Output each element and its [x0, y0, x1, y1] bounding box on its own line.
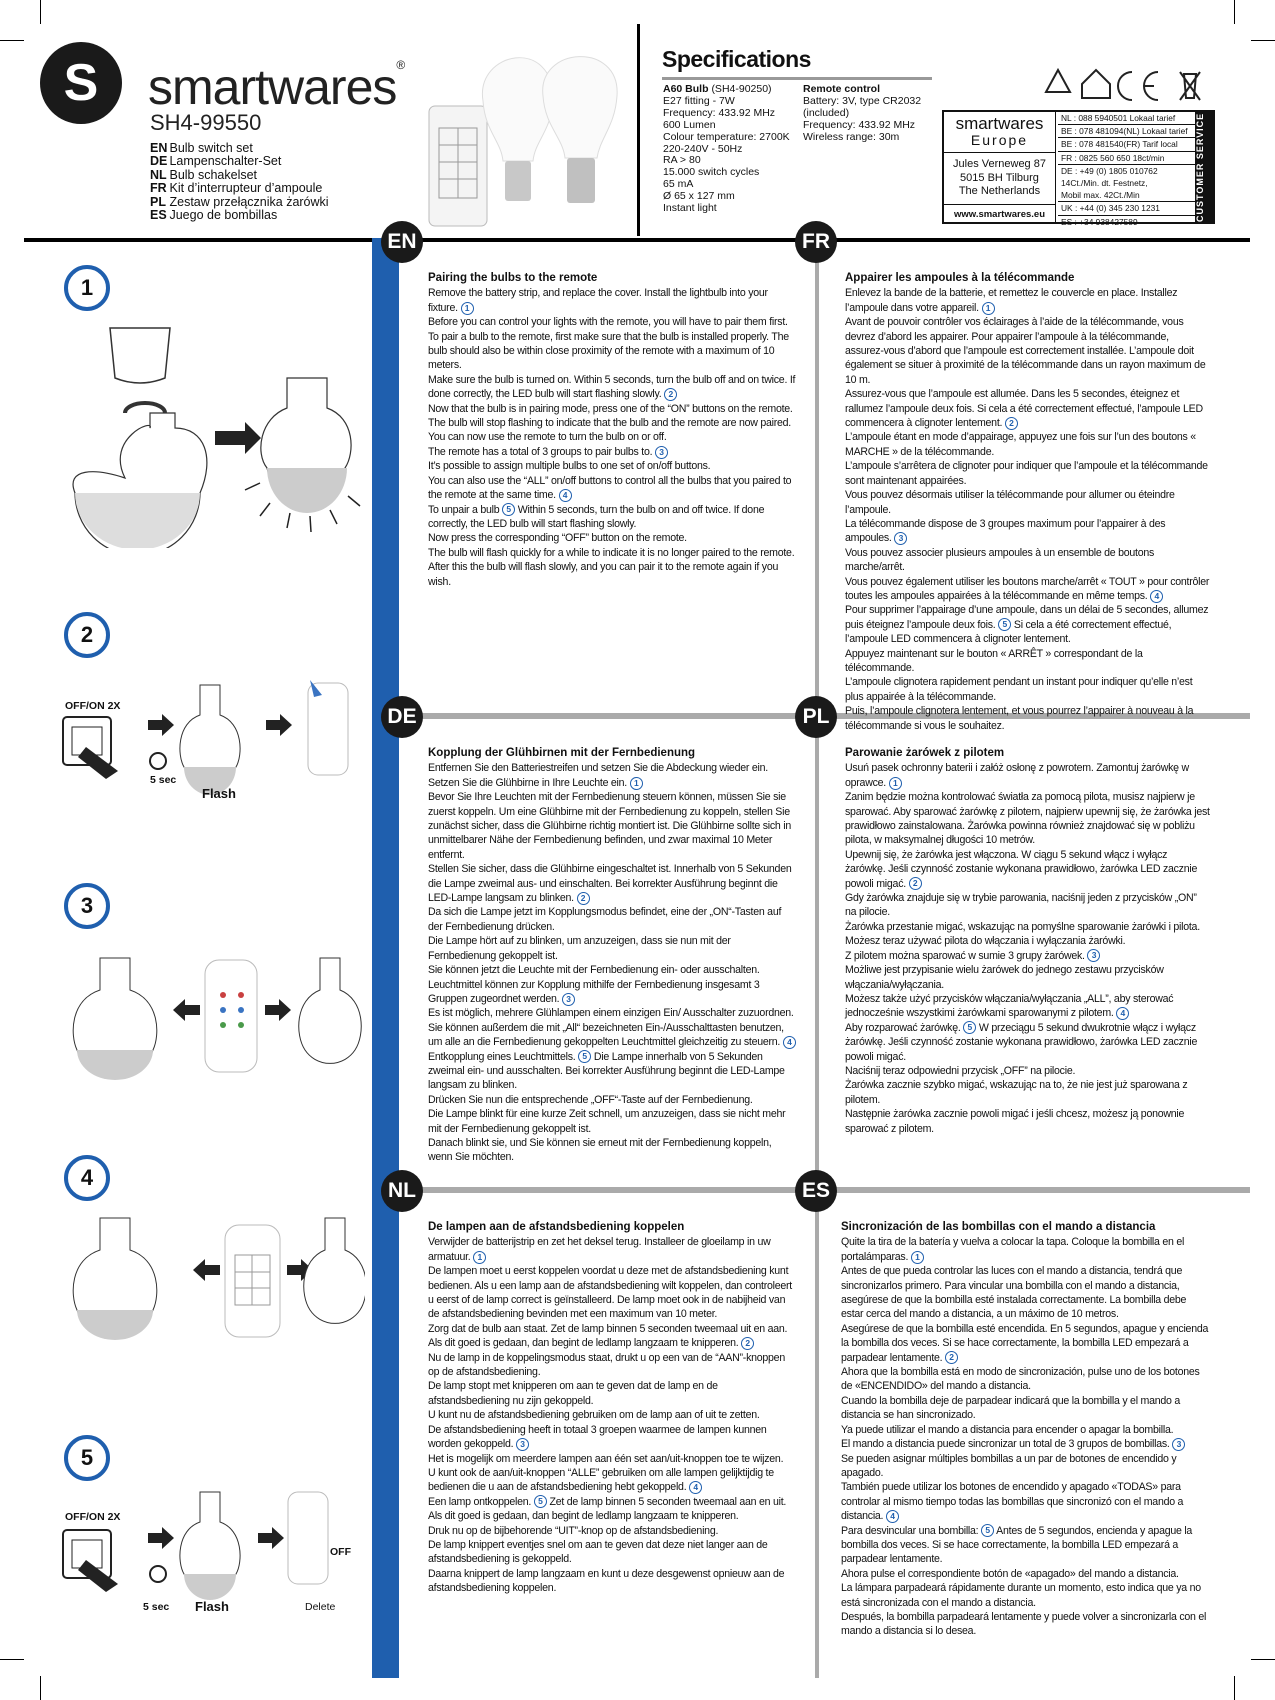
section-paragraph: Stellen Sie sicher, dass die Glühbirne eingeschaltet ist. Innerhalb von 5 Sekunden die Lampe zweimal aus- und einschalten. Bei korrekter Ausführung beginnt die LED-Lampe langsam zu blinken. 2 — [428, 863, 792, 905]
cs-phone-line: ES : +34 938427589 — [1061, 216, 1138, 227]
section-paragraph: Danach blinkt sie, und Sie können sie erneut mit der Fernbedienung koppeln, wenn Sie möchten. — [428, 1136, 772, 1164]
section-paragraph: Asegúrese de que la bombilla esté encendida. En 5 segundos, apague y encienda la bombilla dos veces. Si se hace correctamente, la bombilla LED empezará a parpadear lentamente. 2 — [841, 1322, 1209, 1364]
section-title: Sincronización de las bombillas con el mando a distancia — [841, 1221, 1156, 1233]
flash-label: Flash — [195, 1599, 229, 1614]
indoor-use-icon — [1082, 70, 1110, 98]
cs-company — [944, 112, 1056, 222]
brand-text: smartwares — [148, 59, 397, 115]
step-ref-icon: 5 — [998, 618, 1011, 631]
section-paragraph: Quite la tira de la batería y vuelva a colocar la tapa. Coloque la bombilla en el portalámparas. 1 — [841, 1236, 1185, 1263]
section-paragraph: Entkopplung eines Leuchtmittels. 5 Die Lampe innerhalb von 5 Sekunden zweimal ein- und ausschalten. Bei korrekter Ausführung beginnt die LED-Lampe langsam zu blinken. — [428, 1050, 785, 1092]
section-paragraph: Vous pouvez également utiliser les boutons marche/arrêt « TOUT » pour contrôler toutes les ampoules appairées à la télécommande en même temps. 4 — [845, 575, 1210, 602]
arrow-right-icon — [265, 999, 291, 1021]
rotate-arrow-icon — [125, 403, 165, 413]
section-paragraph: Żarówka zacznie szybko migać, wskazując na to, że nie jest już sparowana z pilotem. — [845, 1079, 1188, 1106]
crop-mark — [1234, 1676, 1235, 1700]
spec-line: 15.000 switch cycles — [663, 166, 760, 179]
step-ref-icon: 1 — [461, 302, 474, 315]
step-ref-icon: 2 — [664, 388, 677, 401]
section-paragraph: Ahora que la bombilla está en modo de sincronización, pulse uno de los botones de «ENCENDIDO» del mando a distancia. — [841, 1366, 1200, 1393]
cs-address-line: 5015 BH Tilburg — [960, 171, 1039, 184]
language-item: PL Zestaw przełącznika żarówki — [150, 194, 329, 209]
section-paragraph: Możliwe jest przypisanie wielu żarówek do jednego zestawu przycisków włączania/wyłączania. — [845, 964, 1164, 991]
step-ref-icon: 1 — [630, 777, 643, 790]
model-number: SH4-99550 — [150, 110, 262, 135]
arrow-right-icon — [148, 714, 174, 736]
section-paragraph: Daarna knippert de lamp langzaam en kunt u deze desgewenst opnieuw aan de afstandsbediening koppelen. — [428, 1567, 785, 1595]
section-paragraph: De lamp knippert eventjes snel om aan te geven dat deze niet langer aan de afstandsbediening is gekoppeld. — [428, 1538, 768, 1566]
section-paragraph: L’ampoule étant en mode d’appairage, appuyez une fois sur l’un des boutons « MARCHE » de la télécommande. — [845, 431, 1196, 458]
language-item: EN Bulb switch set — [150, 141, 253, 155]
section-paragraph: Ya puede utilizar el mando a distancia para encender o apagar la bombilla. — [841, 1423, 1174, 1436]
section-pl — [845, 746, 1210, 1136]
lang-badge-es: ES — [795, 1170, 837, 1212]
cs-address-line: Jules Verneweg 87 — [953, 158, 1046, 170]
section-paragraph: El mando a distancia puede sincronizar un total de 3 grupos de bombillas. 3 — [841, 1437, 1211, 1451]
section-body — [428, 761, 798, 1164]
section-paragraph: Możesz teraz używać pilota do włączania i wyłączania żarówki. — [845, 935, 1126, 948]
customer-service-box — [942, 110, 1215, 227]
remote-specs — [803, 84, 928, 144]
cs-phone-line: DE : +49 (0) 1805 010762 — [1061, 165, 1158, 176]
section-paragraph: Assurez-vous que l’ampoule est allumée. Dans les 5 secondes, éteignez et rallumez l’ampoule deux fois. Si cela a été correctement effectué, l’ampoule LED commencera à clignoter lentement. 2 — [845, 388, 1203, 430]
cs-brand: smartwares — [955, 114, 1044, 133]
cs-phone-line: UK : +44 (0) 345 230 1231 — [1058, 202, 1196, 215]
step-ref-icon: 5 — [981, 1524, 994, 1537]
section-paragraph: Now press the corresponding “OFF” button on the remote. — [428, 532, 687, 545]
section-paragraph: Cuando la bombilla deje de parpadear indicará que la bombilla y el mando a distancia se han sincronizado. — [841, 1394, 1180, 1422]
section-paragraph: Appuyez maintenant sur le bouton « ARRÊT » correspondant de la télécommande. — [845, 647, 1143, 674]
section-paragraph: Make sure the bulb is turned on. Within 5 seconds, turn the bulb off and on twice. If done correctly, the LED bulb will start flashing slowly. 2 — [428, 373, 796, 401]
language-item: DE Lampenschalter-Set — [150, 154, 282, 169]
section-paragraph: Drücken Sie nun die entsprechende „OFF“-Taste auf der Fernbedienung. — [428, 1093, 753, 1106]
step-ref-icon: 3 — [516, 1438, 529, 1451]
section-paragraph: Usuń pasek ochronny baterii i załóż osłonę z powrotem. Zamontuj żarówkę w oprawce. 1 — [845, 762, 1189, 789]
language-list — [150, 142, 329, 222]
section-paragraph: La lámpara parpadeará rápidamente durante un momento, esto indica que ya no está sincronizada con el mando a distancia. — [841, 1582, 1201, 1609]
section-paragraph: Możesz także użyć przycisków włączania/wyłączania „ALL”, aby sterować jednocześnie wszystkimi żarówkami sparowanymi z pilotem. 4 — [845, 992, 1174, 1020]
section-title: Pairing the bulbs to the remote — [428, 272, 598, 284]
bulb-illustration — [482, 58, 553, 161]
spec-line: E27 fitting - 7W — [663, 94, 735, 107]
section-paragraph: Después, la bombilla parpadeará lentamente y puede volver a sincronizarla con el mando a distancia si lo desea. — [841, 1610, 1207, 1638]
step-ref-icon: 3 — [1172, 1438, 1185, 1451]
step-ref-icon: 5 — [963, 1021, 976, 1034]
section-paragraph: Verwijder de batterijstrip en zet het deksel terug. Installeer de gloeilamp in uw armatuur. 1 — [428, 1236, 771, 1263]
section-title: Appairer les ampoules à la télécommande — [845, 272, 1075, 284]
section-paragraph: Ahora pulse el correspondiente botón de «apagado» del mando a distancia. — [841, 1567, 1179, 1580]
section-paragraph: U kunt nu de afstandsbediening gebruiken om de lamp aan of uit te zetten. — [428, 1409, 760, 1422]
spec-line: Ø 65 x 127 mm — [663, 190, 735, 203]
section-paragraph: Vous pouvez désormais utiliser la télécommande pour allumer ou éteindre l’ampoule. — [845, 489, 1175, 516]
step-ref-icon: 5 — [534, 1495, 547, 1508]
section-paragraph: Sie können jetzt die Leuchte mit der Fernbedienung ein- oder ausschalten. — [428, 964, 760, 977]
weee-bin-icon — [1180, 72, 1200, 100]
crop-mark — [0, 1659, 24, 1660]
step-3-number: 3 — [64, 883, 110, 929]
section-paragraph: Leuchtmittel können zur Kopplung mithilfe der Fernbedienung insgesamt 3 Gruppen zugeordnet werden. 3 — [428, 978, 760, 1005]
bulb-illustration — [543, 57, 617, 158]
section-paragraph: Now that the bulb is in pairing mode, press one of the “ON” buttons on the remote. — [428, 402, 793, 415]
section-paragraph: De lampen moet u eerst koppelen voordat u deze met de afstandsbediening kunt bedienen. Als u een lamp aan de afstandsbediening wilt koppelen, dan controleert u eerst of de lamp correct is geïnstalleerd. De lamp moet ook in de nabijheid van de afstandsbediening bevinden met een maximum van 10 meter. — [428, 1265, 793, 1321]
section-paragraph: The bulb will stop flashing to indicate that the bulb and the remote are now paired. — [428, 417, 791, 430]
seconds-label: 5 sec — [150, 774, 177, 786]
logo-letter: S — [63, 54, 99, 112]
section-body — [845, 286, 1210, 733]
step-ref-icon: 4 — [689, 1481, 702, 1494]
step-3-illustration — [55, 950, 365, 1080]
step-ref-icon: 1 — [982, 302, 995, 315]
arrow-left-icon — [193, 1259, 220, 1281]
spec-line: Battery: 3V, type CR2032 — [803, 94, 922, 107]
section-body — [428, 286, 798, 589]
brand-name — [148, 58, 404, 116]
cs-vertical-label: CUSTOMER SERVICE — [1195, 112, 1213, 222]
cs-address-line: The Netherlands — [958, 185, 1041, 197]
section-paragraph: L’ampoule s’arrêtera de clignoter pour indiquer que l’ampoule et la télécommande sont maintenant appairées. — [845, 460, 1208, 487]
section-fr — [845, 271, 1210, 733]
step-4-number: 4 — [64, 1155, 110, 1201]
section-paragraph: Die Lampe hört auf zu blinken, um anzuzeigen, dass sie nun mit der Fernbedienung gekoppelt ist. — [428, 935, 731, 962]
step-ref-icon: 1 — [473, 1251, 486, 1264]
section-paragraph: Zorg dat de bulb aan staat. Zet de lamp binnen 5 seconden tweemaal uit en aan. Als dit goed is gedaan, dan begint de ledlamp langzaam te knipperen. 2 — [428, 1322, 788, 1350]
section-paragraph: Para desvincular una bombilla: 5 Antes de 5 segundos, encienda y apague la bombilla dos veces. Si se hace correctamente, la bombilla LED empezará a parpadear lentamente. — [841, 1524, 1193, 1566]
bulb-icon — [304, 1218, 365, 1323]
section-body — [428, 1235, 798, 1595]
spec-line: 65 mA — [663, 178, 694, 191]
section-paragraph: También puede utilizar los botones de encendido y apagado «TODAS» para controlar al mismo tiempo todas las bombillas que sincronizó con el mando a distancia. 4 — [841, 1481, 1184, 1523]
section-paragraph: Druk nu op de bijbehorende “UIT”-knop op de afstandsbediening. — [428, 1524, 719, 1537]
step-ref-icon: 4 — [1150, 590, 1163, 603]
step-ref-icon: 3 — [655, 446, 668, 459]
cs-phone-line: BE : 078 481540(FR) Tarif local — [1058, 138, 1196, 151]
arrow-right-icon — [148, 1527, 174, 1549]
section-paragraph: Da sich die Lampe jetzt im Kopplungsmodus befindet, eine der „ON“-Tasten auf der Fernbedienung drücken. — [428, 906, 782, 933]
section-divider — [399, 713, 815, 719]
section-body — [845, 761, 1210, 1136]
timer-icon — [150, 753, 166, 769]
section-paragraph: Es ist möglich, mehrere Glühlampen einem einzigen Ein/ Ausschalter zuzuordnen. — [428, 1007, 794, 1020]
section-en — [428, 271, 798, 589]
step-ref-icon: 2 — [577, 892, 590, 905]
section-paragraph: Upewnij się, że żarówka jest włączona. W ciągu 5 sekund włącz i wyłącz żarówkę. Jeśli czynność zostanie wykonana prawidłowo, żarówka LED zacznie powoli migać. 2 — [845, 848, 1198, 890]
section-paragraph: Puis, l’ampoule clignotera lentement, et vous pourrez l’appairer à nouveau à la télécommande si vous le souhaitez. — [845, 705, 1194, 732]
section-paragraph: Een lamp ontkoppelen. 5 Zet de lamp binnen 5 seconden tweemaal aan en uit. Als dit goed is gedaan, dan begint de ledlamp langzaam te knipperen. — [428, 1495, 787, 1523]
step-ref-icon: 2 — [945, 1351, 958, 1364]
section-paragraph: Zanim będzie można kontrolować światła za pomocą pilota, musisz najpierw je sparować. Aby sparować żarówkę z pilotem, najpierw upewnij się, że żarówka jest prawidłowo zainstalowana. Żarówka powinna również znajdować się w pobliżu pilota, w maksymalnej długości 10 metrów. — [845, 791, 1210, 847]
lang-badge-en: EN — [381, 221, 423, 263]
spec-line: Frequency: 433.92 MHz — [803, 118, 916, 131]
section-paragraph: Żarówka przestanie migać, wskazując na pomyślne sparowanie żarówki i pilota. — [845, 920, 1200, 933]
step-ref-icon: 1 — [911, 1251, 924, 1264]
section-paragraph: Gdy żarówka znajduje się w trybie parowania, naciśnij jeden z przycisków „ON” na pilocie. — [845, 892, 1197, 919]
specs-rule — [662, 77, 932, 80]
section-paragraph: Before you can control your lights with the remote, you will have to pair them first. To pair a bulb to the remote, first make sure that the bulb is installed properly. The bulb should also be within close proximity of the remote with a maximum of 10 meters. — [428, 316, 789, 372]
section-title: Kopplung der Glühbirnen mit der Fernbedienung — [428, 747, 696, 759]
flash-label: Flash — [202, 786, 236, 801]
step-ref-icon: 3 — [562, 993, 575, 1006]
step-5-illustration — [58, 1488, 358, 1608]
crop-mark — [1251, 1659, 1275, 1660]
specs-title: Specifications — [662, 46, 811, 72]
section-paragraph: Aby rozparować żarówkę. 5 W przeciągu 5 sekund dwukrotnie włącz i wyłącz żarówkę. Jeśli czynność zostanie wykonana prawidłowo, żarówka LED zacznie powoli migać. — [845, 1021, 1198, 1063]
bulb-specs — [663, 84, 793, 215]
delete-label: Delete — [305, 1601, 336, 1613]
lang-badge-pl: PL — [795, 696, 837, 738]
warning-icon — [1046, 70, 1070, 92]
remote-icon — [288, 1492, 328, 1584]
language-item: NL Bulb schakelset — [150, 167, 258, 182]
section-paragraph: Enlevez la bande de la batterie, et remettez le couvercle en place. Installez l’ampoule dans votre appareil. 1 — [845, 287, 1178, 314]
language-item: ES Juego de bombillas — [150, 208, 278, 223]
arrow-right-icon — [266, 714, 292, 736]
section-paragraph: Bevor Sie Ihre Leuchten mit der Fernbedienung steuern können, müssen Sie sie zuerst koppeln. Um eine Glühbirne mit der Fernbedienung zu koppeln, stellen Sie zunächst sicher, dass die Glühbirne richtig montiert ist. Die Glühbirne sollte sich in unmittelbarer Nähe der Fernbedienung befinden, und zwar maximal 10 Meter entfernt. — [428, 791, 791, 861]
cs-website[interactable]: www.smartwares.eu — [954, 208, 1045, 220]
section-paragraph: Het is mogelijk om meerdere lampen aan één set aan/uit-knoppen toe te wijzen. — [428, 1452, 784, 1465]
step-5-number: 5 — [64, 1435, 110, 1481]
cs-address — [944, 152, 1055, 205]
section-paragraph: La télécommande dispose de 3 groupes maximum pour l’appairer à des ampoules. 3 — [845, 517, 1166, 545]
section-paragraph: Entfernen Sie den Batteriestreifen und setzen Sie die Abdeckung wieder ein. Setzen Sie die Glühbirne in Ihre Leuchte ein. 1 — [428, 762, 768, 789]
section-paragraph: U kunt ook de aan/uit-knoppen “ALLE” gebruiken om alle lampen gelijktijdig te bedienen die u aan de afstandsbediening hebt gekoppeld. 4 — [428, 1466, 774, 1494]
step-ref-icon: 4 — [783, 1036, 796, 1049]
section-paragraph: L’ampoule clignotera rapidement pendant un instant pour indiquer qu’elle n’est plus appairée à la télécommande. — [845, 676, 1193, 703]
step-ref-icon: 2 — [909, 877, 922, 890]
crop-mark — [40, 1676, 41, 1700]
section-divider — [399, 1187, 815, 1193]
section-nl — [428, 1220, 798, 1596]
section-paragraph: It’s possible to assign multiple bulbs to one set of on/off buttons. — [428, 460, 711, 473]
step-2-number: 2 — [64, 612, 110, 658]
section-paragraph: You can now use the remote to turn the bulb on or off. — [428, 431, 667, 444]
cap-icon — [110, 328, 170, 383]
spec-line: 600 Lumen — [663, 118, 716, 131]
section-paragraph: Naciśnij teraz odpowiedni przycisk „OFF” na pilocie. — [845, 1064, 1076, 1077]
cs-phone-line: BE : 078 481094(NL) Lokaal tarief — [1058, 125, 1196, 138]
step-ref-icon: 4 — [886, 1510, 899, 1523]
cs-phone-line: NL : 088 5940501 Lokaal tarief — [1058, 112, 1196, 125]
language-item: FR Kit d’interrupteur d’ampoule — [150, 181, 323, 196]
section-paragraph: Z pilotem można sparować w sumie 3 grupy żarówek. 3 — [845, 949, 1210, 963]
section-paragraph: De afstandsbediening heeft in totaal 3 groepen waarmee de lampen kunnen worden gekoppeld. 3 — [428, 1423, 767, 1451]
arrow-right-icon — [258, 1527, 284, 1549]
spec-line: 220-240V - 50Hz — [663, 142, 743, 155]
crop-mark — [40, 0, 41, 24]
step-ref-icon: 2 — [741, 1337, 754, 1350]
crop-mark — [1234, 0, 1235, 24]
section-paragraph: To unpair a bulb 5 Within 5 seconds, turn the bulb on and off twice. If done correctly, the LED bulb will start flashing slowly. — [428, 503, 765, 530]
cs-region: Europe — [970, 132, 1029, 148]
step-ref-icon: 2 — [1005, 417, 1018, 430]
section-de — [428, 746, 798, 1165]
remote-icon — [205, 960, 257, 1072]
section-paragraph: Sie können außerdem die mit „All“ bezeichneten Ein-/Ausschalttasten benutzen, um alle an die Fernbedienung gekoppelten Leuchtmittel gleichzeitig zu steuern. 4 — [428, 1021, 798, 1050]
section-paragraph: Vous pouvez associer plusieurs ampoules à un ensemble de boutons marche/arrêt. — [845, 546, 1155, 574]
section-paragraph: You can also use the “ALL” on/off buttons to control all the bulbs that you paired to the remote at the same time. 4 — [428, 474, 792, 502]
section-title: Parowanie żarówek z pilotem — [845, 747, 1005, 759]
product-image — [425, 46, 630, 231]
step-ref-icon: 5 — [578, 1050, 591, 1063]
remote-spec-heading: Remote control — [803, 83, 881, 95]
spec-line: Instant light — [663, 202, 717, 215]
bulb-icon — [299, 958, 361, 1063]
grey-column-bar — [815, 238, 819, 1678]
cs-phone-line: Mobil max. 42Ct./Min — [1058, 189, 1196, 202]
off-label: OFF — [330, 1546, 351, 1558]
arrow-right-icon — [215, 422, 261, 454]
step-4-illustration — [55, 1210, 365, 1340]
step-ref-icon: 3 — [894, 532, 907, 545]
crop-mark — [1251, 40, 1275, 41]
seconds-label: 5 sec — [143, 1601, 170, 1613]
lang-badge-nl: NL — [381, 1170, 423, 1212]
bulb-spec-heading: A60 Bulb — [663, 83, 709, 95]
section-paragraph: Die Lampe blinkt für eine kurze Zeit schnell, um anzuzeigen, dass sie nicht mehr mit der Fernbedienung gekoppelt ist. — [428, 1108, 786, 1135]
step-ref-icon: 4 — [559, 489, 572, 502]
offon-label: OFF/ON 2X — [65, 1511, 121, 1523]
step-1-number: 1 — [64, 265, 110, 311]
cs-phone-line: 14Ct./Min. dt. Festnetz, — [1061, 178, 1148, 189]
blue-column-bar — [372, 238, 399, 1678]
spec-line: Frequency: 433.92 MHz — [663, 106, 776, 119]
lang-badge-de: DE — [381, 696, 423, 738]
step-ref-icon: 1 — [889, 777, 902, 790]
section-body — [841, 1235, 1211, 1638]
section-paragraph: Pour supprimer l’appairage d’une ampoule, dans un délai de 5 secondes, allumez puis éteignez l’ampoule deux fois. 5 Si cela a été correctement effectué, l’ampoule LED commencera à clignoter lentement. — [845, 604, 1209, 646]
section-paragraph: Następnie żarówka zacznie powoli migać i jeśli chcesz, możesz ją ponownie sparować z pilotem. — [845, 1108, 1185, 1135]
spec-line: Colour temperature: 2700K — [663, 130, 790, 143]
registered-mark: ® — [396, 58, 405, 72]
section-paragraph: After this the bulb will flash slowly, and you can pair it to the remote again if you wish. — [428, 561, 779, 588]
spec-line: RA > 80 — [663, 154, 701, 167]
step-ref-icon: 5 — [502, 503, 515, 516]
spec-line: Wireless range: 30m — [803, 130, 900, 143]
step-ref-icon: 3 — [1087, 949, 1100, 962]
logo-mark — [40, 42, 122, 124]
section-es — [841, 1220, 1211, 1639]
section-paragraph: The remote has a total of 3 groups to pair bulbs to. 3 — [428, 445, 798, 459]
section-divider — [819, 1187, 1250, 1193]
section-paragraph: Nu de lamp in de koppelingsmodus staat, drukt u op een van de “AAN”-knoppen op de afstandsbediening. — [428, 1351, 785, 1379]
section-paragraph: Avant de pouvoir contrôler vos éclairages à l’aide de la télécommande, vous devrez d’abord les appairer. Pour appairer l’ampoule à la télécommande, assurez-vous d’abord que l’ampoule est correctement installée. L’ampoule doit également se situer à proximité de la télécommande dans un rayon maximum de 10 m. — [845, 316, 1206, 386]
header-rule — [24, 238, 1250, 242]
certification-icons — [1040, 62, 1220, 106]
crop-mark — [0, 40, 24, 41]
section-paragraph: Remove the battery strip, and replace the cover. Install the lightbulb into your fixture. 1 — [428, 287, 768, 314]
spec-line: (included) — [803, 106, 850, 119]
section-title: De lampen aan de afstandsbediening koppelen — [428, 1221, 685, 1233]
offon-label: OFF/ON 2X — [65, 700, 121, 712]
header-divider — [637, 24, 640, 236]
timer-icon — [150, 1566, 166, 1582]
lang-badge-fr: FR — [795, 221, 837, 263]
ce-mark-icon — [1118, 72, 1132, 100]
cs-phone-line: FR : 0825 560 650 18ct/min — [1058, 152, 1196, 165]
section-paragraph: Antes de que pueda controlar las luces con el mando a distancia, tendrá que sincronizarlos primero. Para vincular una bombilla con el mando a distancia, asegúrese de que la bombilla esté instalada correctamente. La bombilla debe estar cerca del mando a distancia, a un máximo de 10 metros. — [841, 1265, 1187, 1321]
step-1-illustration — [55, 318, 365, 548]
arrow-left-icon — [173, 999, 200, 1021]
section-paragraph: Se pueden asignar múltiples bombillas a un par de botones de encendido y apagado. — [841, 1452, 1177, 1479]
bulb-spec-code: (SH4-90250) — [711, 83, 772, 95]
step-ref-icon: 4 — [1116, 1007, 1129, 1020]
cs-phone-list — [1058, 112, 1196, 228]
section-paragraph: The bulb will flash quickly for a while to indicate it is no longer paired to the remote. — [428, 546, 795, 559]
section-paragraph: De lamp stopt met knipperen om aan te geven dat de lamp en de afstandsbediening nu zijn gekoppeld. — [428, 1380, 718, 1407]
